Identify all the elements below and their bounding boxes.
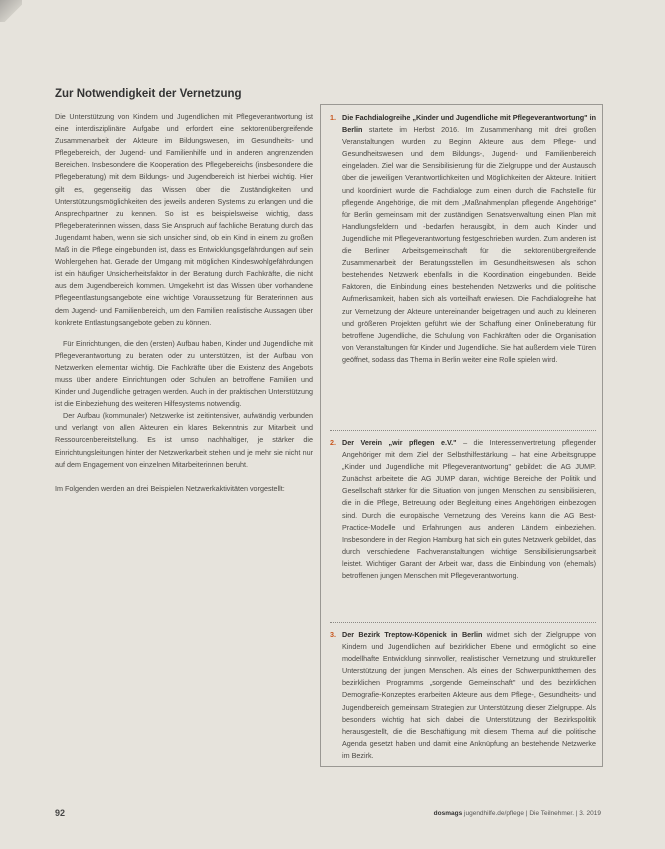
item-number: 3. [330,630,336,639]
left-column [55,111,313,504]
item-heading: Der Verein „wir pflegen e.V." [342,438,457,447]
item-text: widmet sich der Zielgruppe von Kindern und Jugendlichen auf bezirklicher Ebene und ermöglicht so eine modellhafte Entwicklung sinnvoller, realistischer Vernetzung und struktureller Unterstützung der jungen Menschen. Als eines der Schwerpunktthemen des bezirklichen Programms „sorgende Gemeinschaft" und des bezirklichen Demografie-Konzeptes erarbeiten Akteure aus dem Pflege-, Gesundheits- und Jugendbereich gemeinsam Strategien zur Unterstützung dieser Zielgruppe. Als besonders wichtig hat sich dabei die Unterstützung der Bezirkspolitik herausgestellt, die die Beschäftigung mit diesem Thema auf die politische Agenda gesetzt haben und damit eine Anknüpfung an bestehende Netzwerke im Bezirk. [342,630,596,760]
paragraph-commitment: Der Aufbau (kommunaler) Netzwerke ist zeitintensiver, aufwändig verbunden und verlangt von allen Akteuren ein klares Bekenntnis zur Mitarbeit und Ressourcenbereitstellung. Es ist umso nachhaltiger, je stärker die Einrichtungsleitungen hinter der Netzwerkarbeit stehen und je mehr sie nicht nur auf dem Engagement von einzelnen Mitarbeiterinnen beruht. [55,411,313,469]
example-item-3 [330,629,596,762]
section-title: Zur Notwendigkeit der Vernetzung [55,88,242,100]
item-text: startete im Herbst 2016. Im Zusammenhang mit drei großen Veranstaltungen wurden zu Beginn Akteure aus dem Pflege- und Gesundheitswesen und dem Bildungs-, Jugend- und Familienbereich eingeladen. Ziel war die Sensibilisierung für die Zielgruppe und der Austausch über die jeweiligen Verantwortlichkeiten und Möglichkeiten der Akteure. Initiiert und koordiniert wurde die Fachdialoge zum einen durch die Fachstelle für pflegende Angehörige, die mit dem „Maßnahmenplan pflegende Angehörige" für Berlin gemeinsam mit der zuständigen Senatsverwaltung einen Plan mit Handlungsfeldern und -bedarfen herausgibt, in dem auch Kinder und Jugendliche mit Pflegeverantwortung festgeschrieben wurden. Zum anderen ist die Berliner Arbeitsgemeinschaft für die sektorenübergreifende Zusammenarbeit der Beratungsstellen im Gesundheitswesen als schon bestehendes Netzwerk ebenfalls in die Koordination eingebunden. Beide Faktoren, die Einbindung eines bestehenden Netzwerks und die politische Aufmerksamkeit, haben sich als vorteilhaft erwiesen. Die Fachdialogreihe hat zur Vernetzung der Akteure untereinander beigetragen und auch zu kleineren und größeren Projekten geführt wie der Schaffung einer Onlineberatung für betroffene Jugendliche, die Schulung von Fachkräften oder die Organisation von Veranstaltungen für Kinder und Jugendliche. Sie hat außerdem viele Türen geöffnet, sodass das Thema in Berlin weiter eine Rolle spielen wird. [342,125,596,364]
paragraph-networks: Für Einrichtungen, die den (ersten) Aufbau haben, Kinder und Jugendliche mit Pflegeverantwortung zu beraten oder zu unterstützen, ist der Aufbau von Netzwerken elementar wichtig. Die Fachkräfte über die Existenz des Angebots muss über andere Einrichtungen oder Schulen an betroffene Familien und Kinder und Jugendliche getragen werden. Auch in der praktischen Unterstützung ist die Einbeziehung des weiteren Hilfesystems notwendig. [55,338,313,409]
footer-brand: dosmags [433,810,463,817]
paragraph-intro: Die Unterstützung von Kindern und Jugendlichen mit Pflegeverantwortung ist eine interdisziplinäre Aufgabe und erfordert eine sektorenübergreifende Zusammenarbeit der Akteure im Bildungswesen, im Gesundheits- und Pflegebereich, der Jugend- und Familienhilfe und in anderen angrenzenden Bereichen. Insbesondere die Kooperation des Pflegebereichs (insbesondere die Pflegeberatung) mit dem Bildungs- und Jugendbereich ist hierbei wichtig. Hier gilt es, gegenseitig das Wissen über die Zuständigkeiten und Unterstützungsmöglichkeiten des jeweils anderen Systems zu erlangen und die Ansprechpartner zu kennen. So ist es beispielsweise wichtig, dass Pflegeberaterinnen wissen, dass Sie Anspruch auf fachliche Beratung durch das Jugendamt haben, wenn sie sich unsicher sind, ob ein Kind in einem zu großen Maß in die Pflege eingebunden ist, dass es Entwicklungsgefährdungen auf sein Wohlergehen hat. Gerade der Umgang mit möglichen Kindeswohlgefährdungen ist ein häufiger Unsicherheitsfaktor in der Beratung durch Fachkräfte, die nicht aus dem Jugendbereich kommen. Umgekehrt ist das Wissen über vorhandene Pflegeentlastungsangebote eine wichtige Voraussetzung für Beraterinnen aus dem Jugend- und Familienbereich, um den Familien realistische Aussagen über konkrete Entlastungsangebote geben zu können. [55,112,313,327]
scan-corner-shadow [0,0,22,22]
item-heading: Der Bezirk Treptow-Köpenick in Berlin [342,630,483,639]
item-heading: Die Fachdialogreihe „Kinder und Jugendliche mit Pflegeverantwortung" in Berlin [342,113,596,135]
example-item-2 [330,437,596,582]
divider [330,430,596,431]
page-number: 92 [55,808,66,818]
item-number: 2. [330,438,336,447]
footer-source [434,810,601,817]
item-number: 1. [330,113,336,122]
item-text: – die Interessenvertretung pflegender Angehöriger mit dem Ziel der Selbsthilfestärkung – hat eine Arbeitsgruppe „Kinder und Jugendliche mit Pflegeverantwortung" gebildet: die AG JUMP. Zunächst arbeitete die AG JUMP daran, wichtige Bereiche der Politik und Gesellschaft stärker für die Situation von jungen Menschen zu sensibilisieren, die in die Pflege, Betreuung oder Begleitung eines Angehörigen einbezogen sind. Durch die europäische Vernetzung des Vereins kann die AG Best-Practice-Modelle und Erfahrungen aus anderen Ländern einbeziehen. Insbesondere in der Region Hamburg hat sich ein gutes Netzwerk gebildet, das durch verschiedene Fachveranstaltungen wichtige Sensibilisierungsarbeit leistet. Wichtiger Garant der Arbeit war, dass die Einbindung von (ehemals) betroffenen jungen Menschen mit Pflegeverantwortung. [342,438,596,581]
divider [330,622,596,623]
paragraph-examples: Im Folgenden werden an drei Beispielen Netzwerkaktivitäten vorgestellt: [55,483,285,493]
footer-text: jugendhilfe.de/pflege | Die Teilnehmer. | 3. 2019 [464,810,601,817]
example-item-1 [330,112,596,366]
